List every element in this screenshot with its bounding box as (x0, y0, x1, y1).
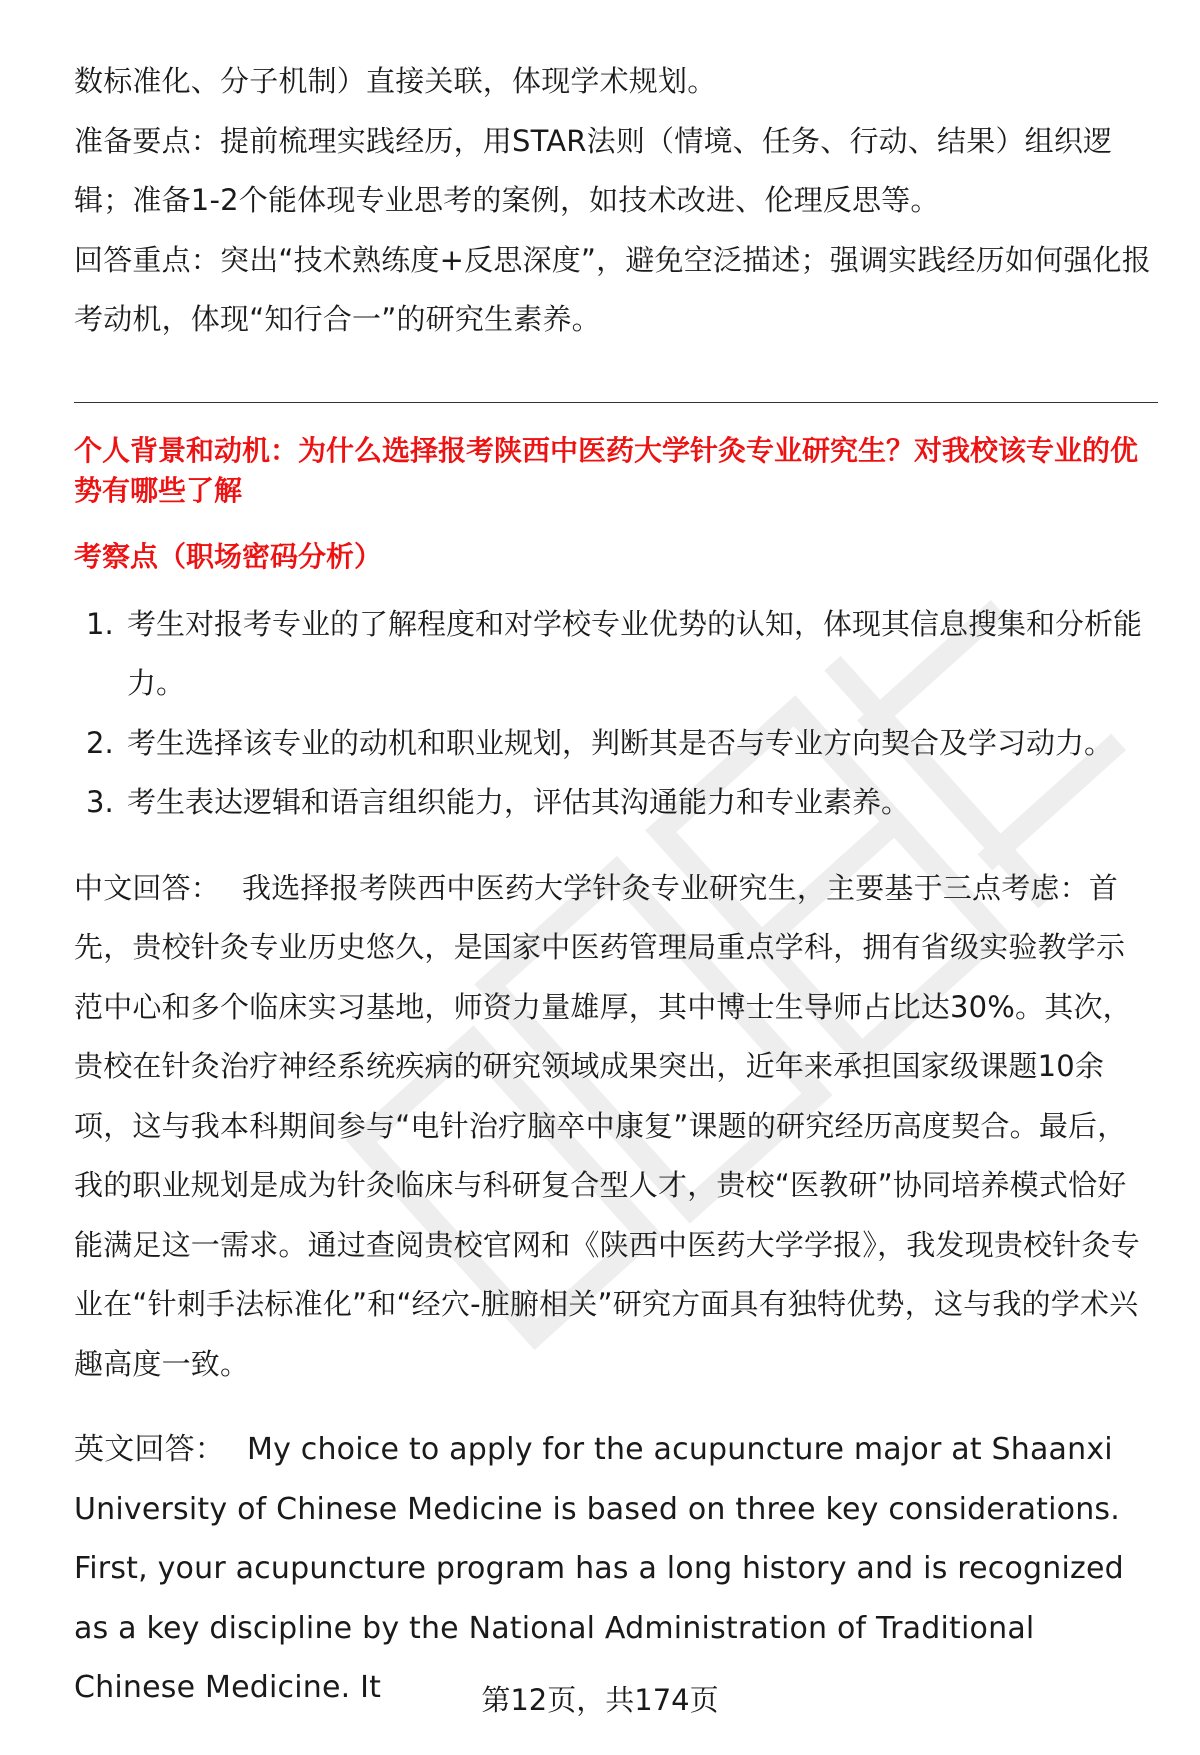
intro-paragraph-preparation: 准备要点：提前梳理实践经历，用STAR法则（情境、任务、行动、结果）组织逻辑；准备1-2个能体现专业思考的案例，如技术改进、伦理反思等。 (74, 123, 1113, 217)
list-item-text: 考生对报考专业的了解程度和对学校专业优势的认知，体现其信息搜集和分析能力。 (127, 606, 1143, 700)
intro-paragraph-1: 数标准化、分子机制）直接关联，体现学术规划。 (74, 64, 717, 98)
assessment-points-list (74, 595, 1154, 833)
list-item-text: 考生选择该专业的动机和职业规划，判断其是否与专业方向契合及学习动力。 (127, 725, 1114, 760)
section-divider (74, 402, 1158, 403)
question-heading: 个人背景和动机：为什么选择报考陕西中医药大学针灸专业研究生？对我校该专业的优势有哪些了解 (74, 433, 1139, 507)
english-answer-label: 英文回答： (74, 1432, 225, 1467)
list-item (74, 595, 1154, 714)
page-number-footer: 第12页，共174页 (481, 1683, 719, 1717)
intro-paragraph-answer-focus: 回答重点：突出“技术熟练度+反思深度”，避免空泛描述；强调实践经历如何强化报考动机，体现“知行合一”的研究生素养。 (74, 242, 1151, 336)
list-item-text: 考生表达逻辑和语言组织能力，评估其沟通能力和专业素养。 (127, 785, 911, 819)
list-number: 1. (86, 606, 114, 641)
list-number: 2. (86, 725, 114, 760)
list-item (74, 714, 1154, 774)
content-area (74, 52, 1154, 1718)
chinese-answer-text: 我选择报考陕西中医药大学针灸专业研究生，主要基于三点考虑：首先，贵校针灸专业历史悠久，是国家中医药管理局重点学科，拥有省级实验教学示范中心和多个临床实习基地，师资力量雄厚，其中博士生导师占比达30%。其次，贵校在针灸治疗神经系统疾病的研究领域成果突出，近年来承担国家级课题10余项，这与我本科期间参与“电针治疗脑卒中康复”课题的研究经历高度契合。最后，我的职业规划是成为针灸临床与科研复合型人才，贵校“医教研”协同培养模式恰好能满足这一需求。通过查阅贵校官网和《陕西中医药大学学报》，我发现贵校针灸专业在“针刺手法标准化”和“经穴-脏腑相关”研究方面具有独特优势，这与我的学术兴趣高度一致。 (74, 870, 1140, 1381)
english-answer-text: My choice to apply for the acupuncture major at Shaanxi University of Chinese Medicine is based on three key considerations. First, your acupuncture program has a long history and is recognized as a key discipline by the National Administration of Traditional Chinese Medicine. It (74, 1432, 1124, 1705)
chinese-answer-label: 中文回答： (74, 870, 221, 905)
chinese-answer-paragraph (74, 859, 1154, 1395)
list-number: 3. (86, 785, 114, 819)
english-answer-paragraph (74, 1420, 1154, 1718)
assessment-subheading: 考察点（职场密码分析） (74, 539, 383, 573)
list-item (74, 773, 1154, 833)
